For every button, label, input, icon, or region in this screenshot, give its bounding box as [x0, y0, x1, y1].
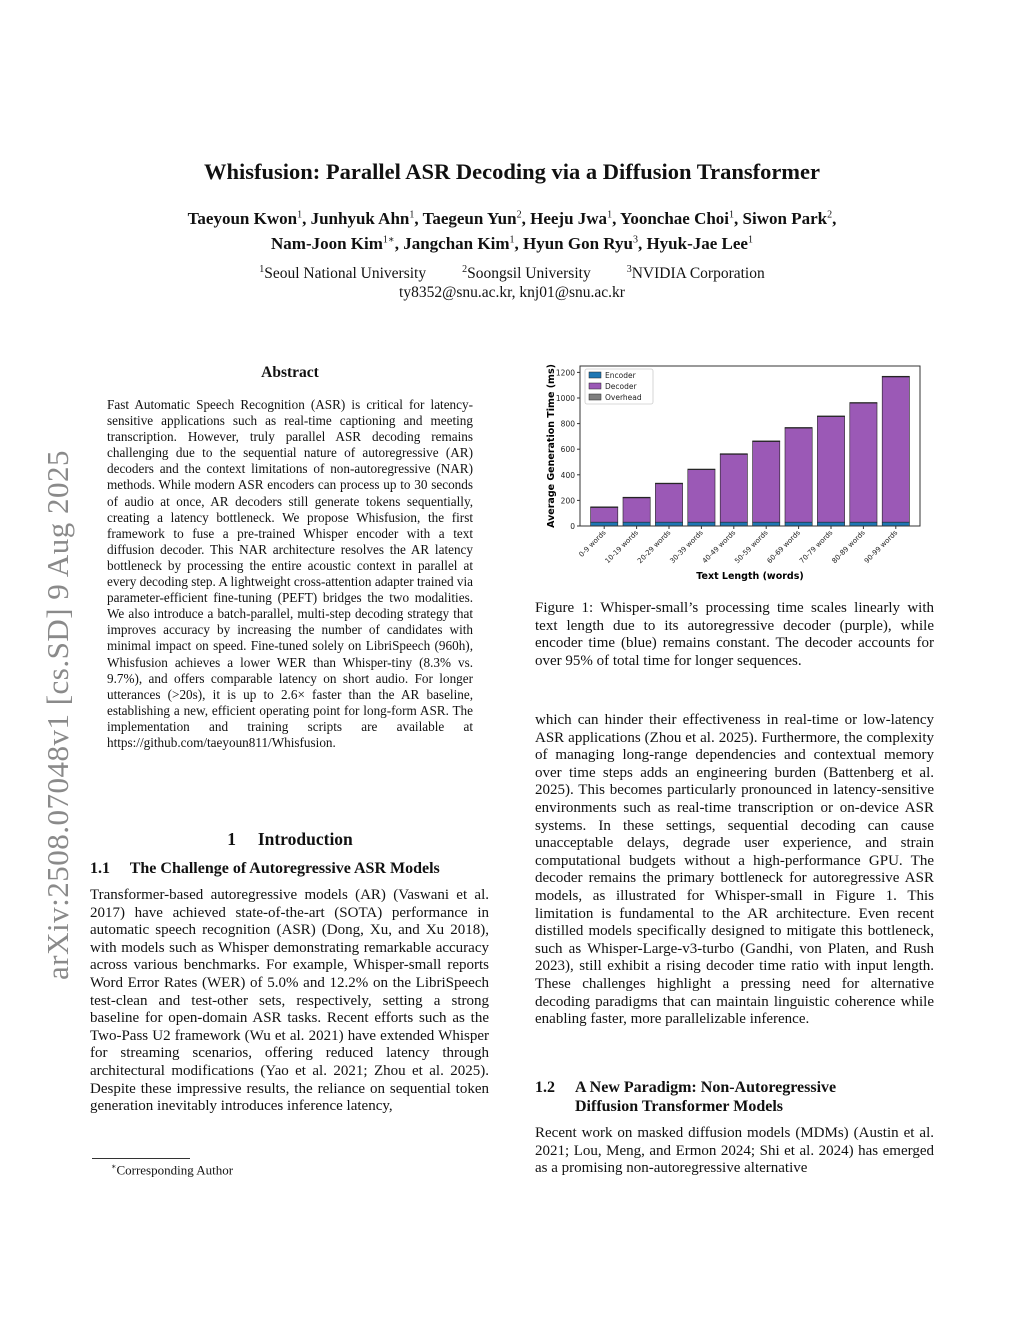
x-tick-label: 70-79 words	[798, 528, 835, 566]
bar-overhead	[591, 507, 618, 508]
subsection-heading-1-1: 1.1 The Challenge of Autoregressive ASR Models	[90, 860, 440, 877]
bar-decoder	[817, 417, 844, 523]
affiliation-name: Soongsil University	[467, 265, 591, 283]
x-tick-label: 10-19 words	[603, 528, 641, 566]
bar-encoder	[688, 522, 715, 526]
author-line-2: Nam-Joon Kim$^{1∗}$, Jangchan Kim$^1$, Hyun Gon Ryu$^3$, Hyuk-Jae Lee$^1$	[271, 234, 753, 253]
author-affiliation-mark: 1	[729, 209, 735, 221]
arxiv-identifier	[20, 380, 75, 980]
bar-encoder	[623, 522, 650, 526]
x-axis-label: Text Length (words)	[696, 571, 804, 582]
author-name: Jangchan Kim	[403, 234, 510, 253]
bar-decoder	[753, 442, 780, 523]
bar-overhead	[850, 402, 877, 403]
bar-overhead	[720, 454, 747, 455]
bar-decoder	[591, 507, 618, 522]
x-tick-label: 90-99 words	[862, 528, 900, 566]
y-tick-label: 600	[560, 445, 575, 455]
bar-encoder	[817, 522, 844, 526]
author-affiliation-mark: 1	[509, 234, 515, 246]
y-tick-label: 1000	[555, 394, 575, 403]
figure-1-caption: Figure 1: Whisper-small’s processing time scales linearly with text length due to its autoregressive decoder (purple), while encoder time (blue) remains constant. The decoder accounts for over 95% of total time for longer sequences.	[535, 600, 934, 669]
affiliation-name: NVIDIA Corporation	[631, 265, 765, 283]
bar-overhead	[753, 441, 780, 442]
legend-swatch-encoder	[589, 372, 601, 378]
paper-title: Whisfusion: Parallel ASR Decoding via a Diffusion Transformer	[203, 159, 821, 184]
author-name: Heeju Jwa	[530, 209, 608, 228]
subsection-heading-1-2: 1.2 A New Paradigm: Non-Autoregressive Diffusion Transformer Models	[535, 1079, 837, 1115]
section-1-2-paragraph: Recent work on masked diffusion models (MDMs) (Austin et al. 2021; Lou, Meng, and Ermon 2024; Shi et al. 2024) has emerged as a promising non-autoregressive alternative	[535, 1125, 934, 1177]
author-name: Junhyuk Ahn	[310, 209, 410, 228]
author-name: Yoonchae Choi	[619, 209, 730, 228]
arxiv-identifier-text: arXiv:2508.07048v1 [cs.SD] 9 Aug 2025	[40, 450, 75, 980]
y-tick-label: 1200	[555, 368, 575, 378]
x-tick-label: 80-89 words	[830, 528, 867, 566]
author-affiliation-mark: 1	[409, 209, 415, 221]
bar-overhead	[688, 469, 715, 470]
x-tick-label: 60-69 words	[765, 528, 803, 566]
y-tick-label: 0	[570, 522, 575, 531]
affiliations: $^1$Seoul National University $^2$Soongsil University $^3$NVIDIA Corporation	[259, 264, 765, 283]
affiliation-name: Seoul National University	[264, 265, 427, 283]
introduction-paragraph-continued: which can hinder their effectiveness in real-time or low-latency ASR applications (Zhou et al. 2025). Furthermore, the complexity of managing long-range dependencies and contextual memory over time steps adds an engineering burden (Battenberg et al. 2025). This becomes particularly pronounced in latency-sensitive environments such as real-time transcription or on-device ASR systems. In these settings, sequential decoding can cause unacceptable delays, degrade user experience, and strain computational budgets without a high-performance GPU. The decoder remains the primary bottleneck for autoregressive ASR models, as illustrated for Whisper-small in Figure 1. This limitation is fundamental to the AR architecture. Even recent distilled models specifically designed to mitigate this bottleneck, such as Whisper-Large-v3-turbo (Gandhi, von Platen, and Rush 2023), still exhibit a rising decoder time ratio with input length. These challenges highlight a pressing need for alternative decoding paradigms that can maintain linguistic coherence while enabling faster, more parallelizable inference.	[535, 712, 934, 1028]
bar-encoder	[882, 522, 909, 526]
bar-decoder	[623, 498, 650, 522]
bar-encoder	[655, 522, 682, 526]
bar-decoder	[850, 403, 877, 522]
figure-1-chart	[540, 358, 940, 590]
x-tick-label: 30-39 words	[668, 528, 705, 566]
author-name: Siwon Park	[742, 209, 828, 228]
bar-decoder	[720, 454, 747, 522]
bar-encoder	[785, 522, 812, 526]
author-name: Taeyoun Kwon	[187, 209, 298, 228]
x-tick-label: 0-9 words	[577, 528, 608, 559]
legend-swatch-overhead	[589, 394, 601, 400]
x-tick-label: 40-49 words	[700, 528, 738, 566]
author-emails: ty8352@snu.ac.kr, knj01@snu.ac.kr	[399, 284, 625, 301]
bar-overhead	[882, 376, 909, 377]
bar-encoder	[850, 522, 877, 526]
author-affiliation-mark: 2	[516, 209, 522, 221]
section-heading-introduction: 1 Introduction	[227, 829, 353, 849]
author-affiliation-mark: 1	[747, 234, 753, 246]
legend-swatch-decoder	[589, 383, 601, 389]
author-name: Hyuk-Jae Lee	[646, 234, 748, 253]
x-tick-label: 20-29 words	[636, 528, 673, 566]
author-affiliation-mark: 1	[297, 209, 303, 221]
legend-label-encoder: Encoder	[605, 371, 636, 380]
author-name: Nam-Joon Kim	[271, 234, 383, 253]
x-tick-label: 50-59 words	[733, 528, 770, 566]
author-name: Hyun Gon Ryu	[523, 234, 633, 253]
introduction-paragraph: Transformer-based autoregressive models (AR) (Vaswani et al. 2017) have achieved state-of-the-art (SOTA) performance in automatic speech recognition (ASR) (Dong, Xu, and Xu 2018), with models such as Whisper demonstrating remarkable accuracy across various benchmarks. For example, Whisper-small reports Word Error Rates (WER) of 5.0% and 12.2% on the LibriSpeech test-clean and test-other sets, respectively, setting a strong baseline for open-domain ASR tasks. Recent efforts such as the Two-Pass U2 framework (Wu et al. 2021) have extended Whisper for streaming scenarios, offering reduced latency through architectural modifications (Yao et al. 2021; Zhou et al. 2025). Despite these impressive results, the reliance on sequential token generation inevitably introduces inference latency,	[90, 887, 489, 1115]
abstract-heading: Abstract	[261, 364, 319, 381]
bar-decoder	[882, 377, 909, 522]
bar-encoder	[720, 522, 747, 526]
bar-encoder	[753, 522, 780, 526]
bar-decoder	[688, 470, 715, 522]
author-affiliation-mark: 1	[607, 209, 613, 221]
author-name: Taegeun Yun	[422, 209, 517, 228]
y-tick-label: 800	[560, 419, 575, 429]
author-line-1: Taeyoun Kwon$^1$, Junhyuk Ahn$^1$, Taegeun Yun$^2$, Heeju Jwa$^1$, Yoonchae Choi$^1$, Siwon Park$^2$,	[187, 209, 837, 228]
abstract-body: Fast Automatic Speech Recognition (ASR) is critical for latency-sensitive applications such as real-time captioning and meeting transcription. However, truly parallel ASR decoding remains challenging due to the sequential nature of autoregressive (AR) decoders and the context limitations of non-autoregressive (NAR) methods. While modern ASR encoders can process up to 30 seconds of audio at once, AR decoders still generate tokens sequentially, creating a latency bottleneck. We propose Whisfusion, the first framework to fuse a pre-trained Whisper encoder with a text diffusion decoder. This NAR architecture resolves the AR latency bottleneck by processing the entire acoustic context in parallel at every decoding step. A lightweight cross-attention adapter trained via parameter-efficient fine-tuning (PEFT) bridges the two modalities. We also introduce a batch-parallel, multi-step decoding strategy that improves accuracy by increasing the number of candidates with minimal impact on speed. Fine-tuned solely on LibriSpeech (960h), Whisfusion achieves a lower WER than Whisper-tiny (8.3% vs. 9.7%), and offers comparable latency on short audio. For longer utterances (>20s), it is up to 2.6× faster than the AR baseline, establishing a new, efficient operating point for long-form ASR. The implementation and training scripts are available at https://github.com/taeyoun811/Whisfusion.	[107, 397, 473, 750]
footnote-divider	[92, 1158, 190, 1159]
y-axis-label: Average Generation Time (ms)	[546, 364, 557, 528]
y-tick-label: 200	[560, 496, 575, 506]
author-affiliation-mark: 1∗	[382, 234, 395, 246]
author-affiliation-mark: 2	[827, 209, 833, 221]
legend-label-overhead: Overhead	[605, 393, 642, 402]
author-affiliation-mark: 3	[632, 234, 638, 246]
bar-encoder	[591, 522, 618, 526]
footnote: ∗Corresponding Author	[111, 1162, 234, 1178]
bar-overhead	[655, 483, 682, 484]
bar-decoder	[655, 484, 682, 522]
bar-overhead	[785, 427, 812, 428]
y-tick-label: 400	[560, 470, 575, 480]
bar-overhead	[623, 497, 650, 498]
bar-overhead	[817, 416, 844, 417]
bar-decoder	[785, 428, 812, 522]
legend-label-decoder: Decoder	[605, 382, 637, 391]
